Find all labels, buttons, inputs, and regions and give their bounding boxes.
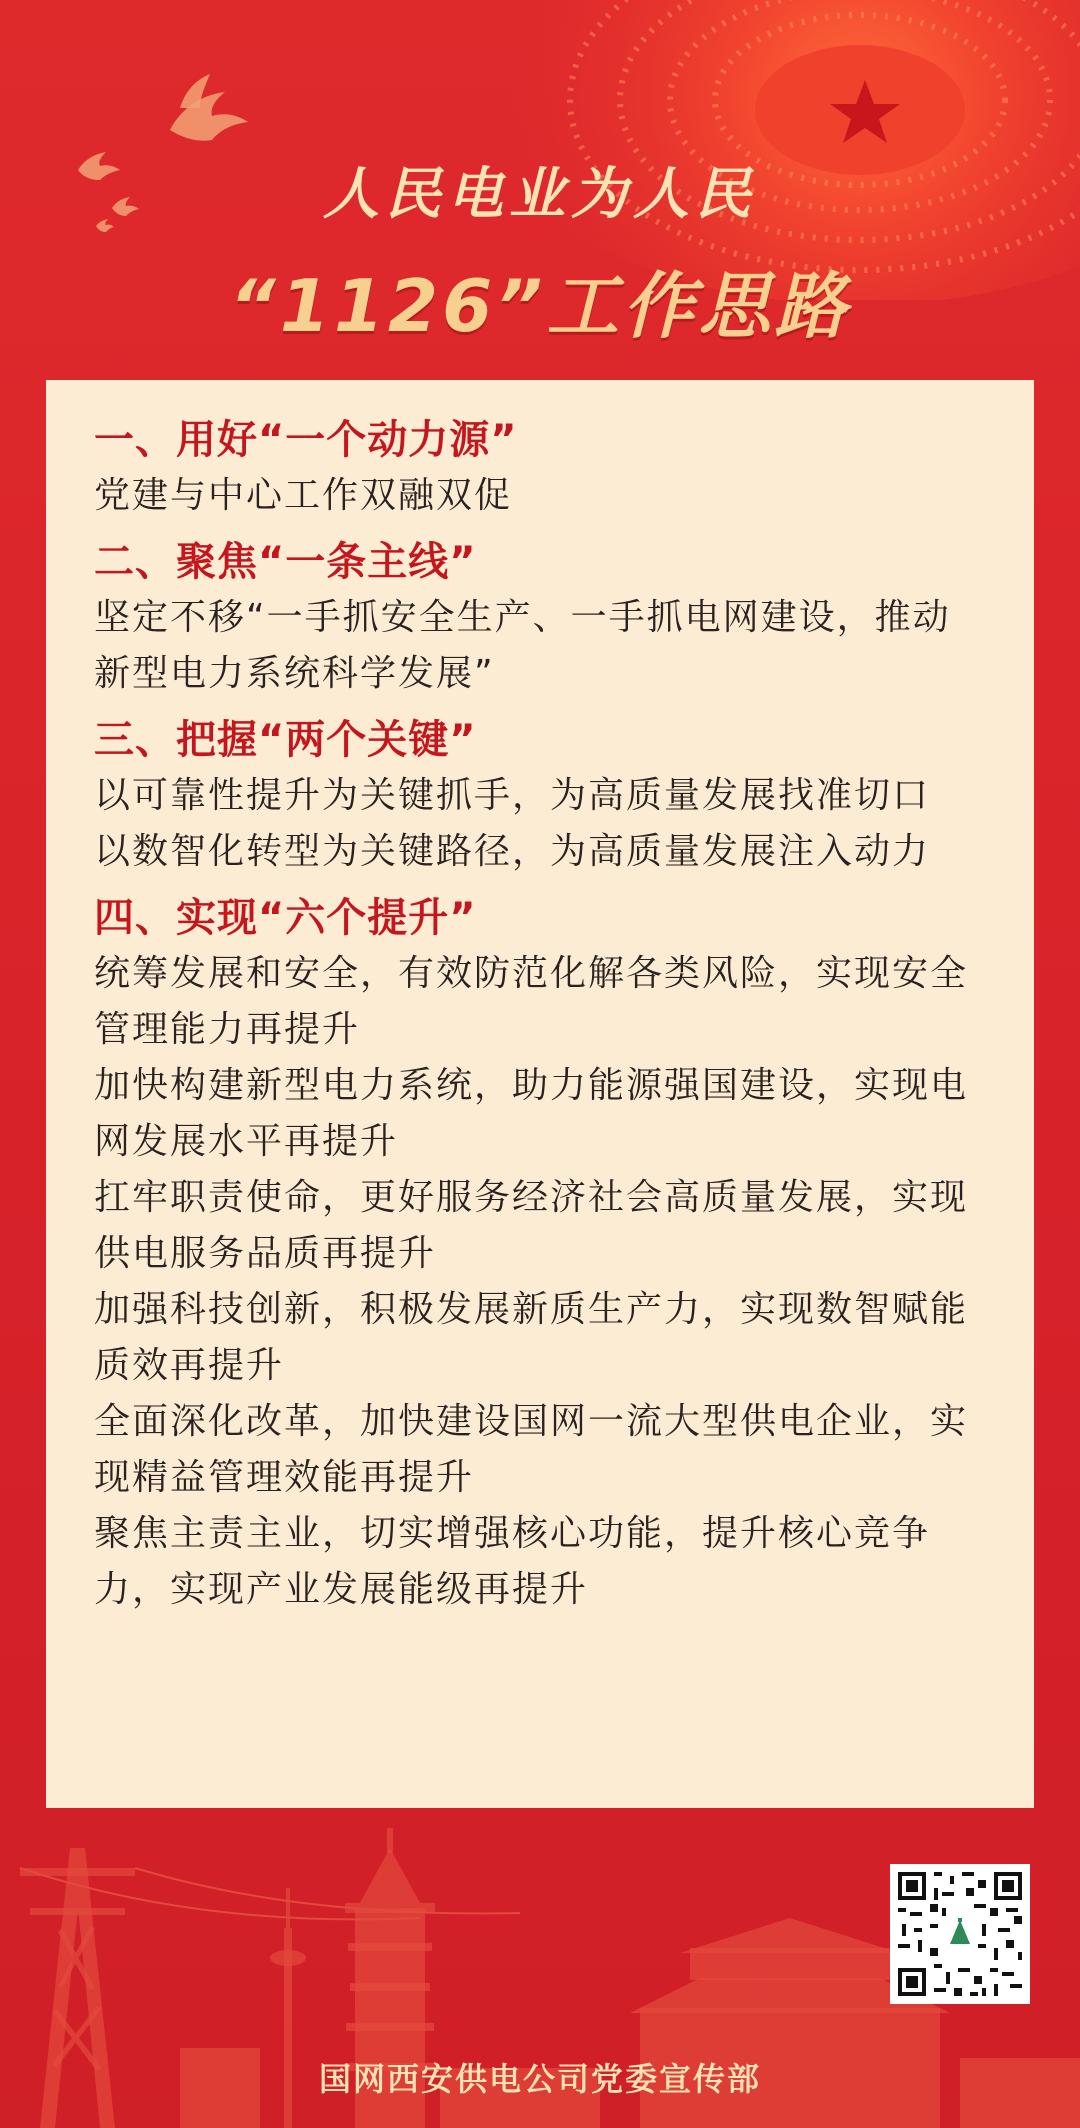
section-text: 全面深化改革，加快建设国网一流大型供电企业，实现精益管理效能再提升 (94, 1401, 969, 1498)
qr-code[interactable] (890, 1864, 1030, 2004)
section-heading: 三、把握“两个关键” (94, 717, 477, 763)
section-heading: 二、聚焦“一条主线” (94, 539, 477, 585)
section-text: 加强科技创新，积极发展新质生产力，实现数智赋能质效再提升 (94, 1289, 969, 1386)
section-text: 统筹发展和安全，有效防范化解各类风险，实现安全管理能力再提升 (94, 953, 969, 1050)
section-text: 加快构建新型电力系统，助力能源强国建设，实现电网发展水平再提升 (94, 1065, 969, 1162)
section-heading: 四、实现“六个提升” (94, 895, 477, 941)
section-text: 聚焦主责主业，切实增强核心功能，提升核心竞争力，实现产业发展能级再提升 (94, 1513, 931, 1610)
section-heading: 一、用好“一个动力源” (94, 417, 518, 463)
footer-org: 国网西安供电公司党委宣传部 (318, 2060, 761, 2098)
content-panel (46, 380, 1034, 1808)
page-title: “1126”工作思路 (229, 264, 851, 348)
section-text: 坚定不移“一手抓安全生产、一手抓电网建设，推动新型电力系统科学发展” (94, 597, 951, 694)
section-text: 扛牢职责使命，更好服务经济社会高质量发展，实现供电服务品质再提升 (94, 1177, 969, 1274)
qr-code-icon (894, 1868, 1026, 2000)
slogan: 人民电业为人民 (323, 161, 757, 227)
section-text: 以数智化转型为关键路径，为高质量发展注入动力 (94, 831, 931, 872)
section-text: 以可靠性提升为关键抓手，为高质量发展找准切口 (94, 775, 931, 816)
section-text: 党建与中心工作双融双促 (94, 475, 513, 516)
